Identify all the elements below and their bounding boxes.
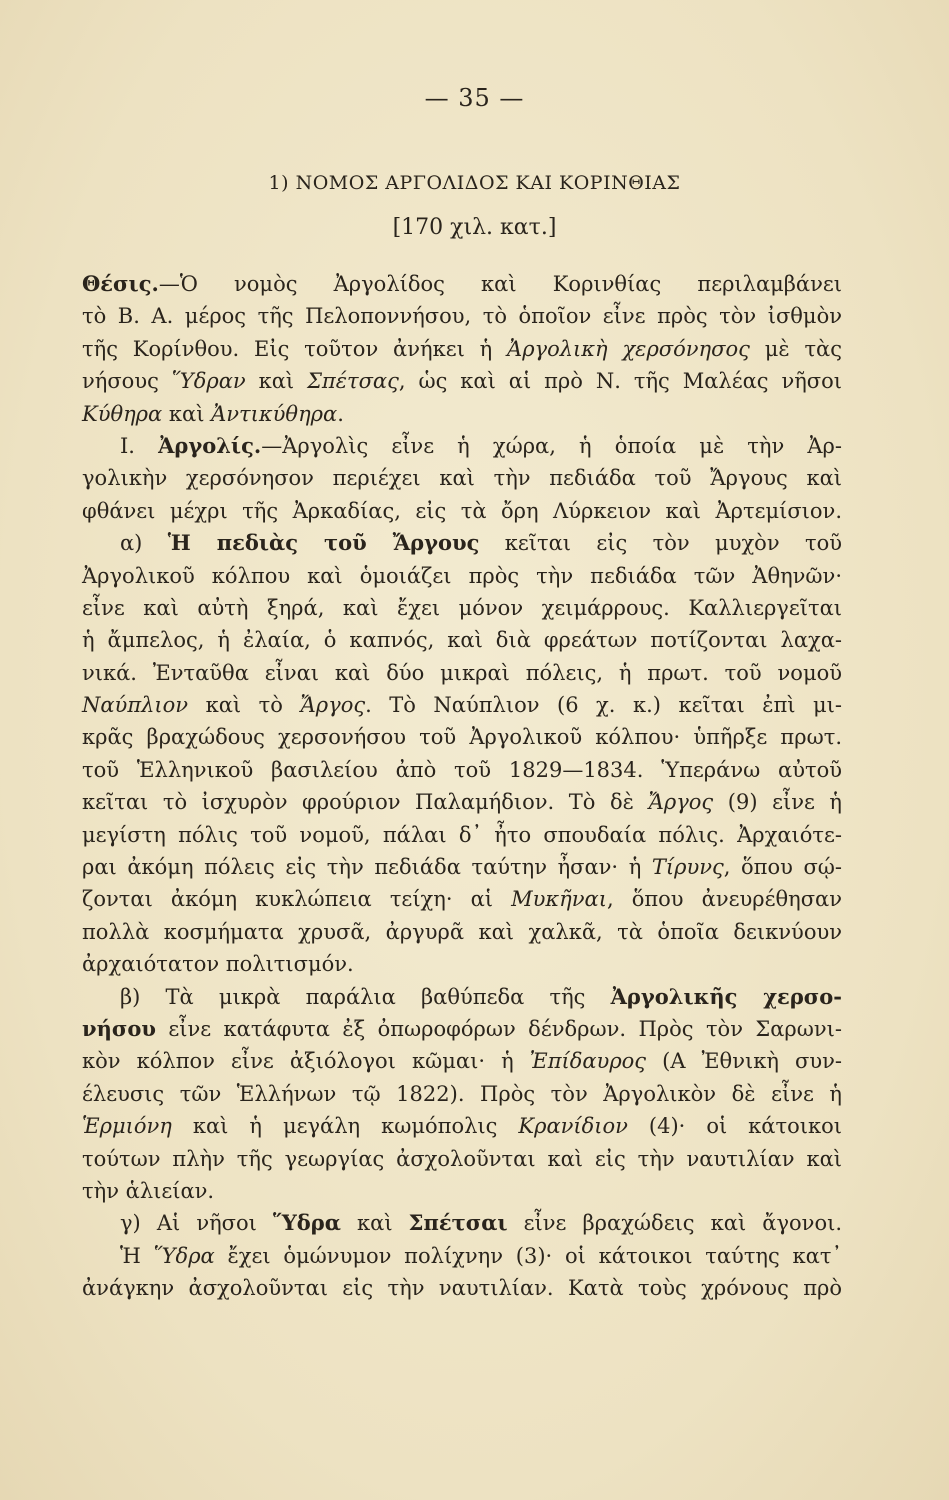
text-run: έλευσις τῶν Ἑλλήνων τῷ 1822). Πρὸς τὸν Ἀργολικὸν δὲ εἶνε ἡ [82,1081,842,1106]
text-line [82,657,842,689]
text-run: καὶ [340,1211,409,1236]
text-run: εἶνε κατάφυτα ἐξ ὀπωροφόρων δένδρων. Πρὸς τὸν Σαρωνι- [155,1016,842,1041]
text-run: ἀρχαιότατον πολιτισμόν. [82,952,354,977]
text-run: (Α Ἐθνικὴ συν- [646,1049,842,1074]
italic-term: Μυκῆναι [511,887,607,912]
area-note: [170 χιλ. κατ.] [392,215,557,240]
text-run: ραι ἀκόμη πόλεις εἰς τὴν πεδιάδα ταύτην ἦσαν· ἡ [82,855,652,880]
text-run: Ἡ [120,1243,154,1268]
text-line [82,333,842,365]
text-run: , ὅπου ἀνευρέθησαν [606,887,842,912]
text-run: α) [120,531,168,556]
text-run: καὶ [245,369,308,394]
text-line [82,462,842,494]
text-line [82,1045,842,1077]
italic-term: Ναύπλιον [82,693,189,718]
text-run: Ι. [120,433,159,458]
italic-term: Ἀντικύθηρα [211,401,338,426]
text-run: τὸ Β. Α. μέρος τῆς Πελοποννήσου, τὸ ὁποῖον εἶνε πρὸς τὸν ἰσθμὸν [82,304,842,329]
bold-term: Ἀργολίς. [158,432,262,458]
text-line [82,365,842,397]
text-run: —Ὁ νομὸς Ἀργολίδος καὶ Κορινθίας περιλαμβάνει [158,272,842,296]
page-number: — 35 — [424,84,525,112]
italic-term: Τίρυνς [651,855,724,880]
text-run: εἶνε βραχώδεις καὶ ἄγονοι. [507,1211,842,1236]
text-run: (4)· οἱ κάτοικοι [627,1114,842,1139]
bold-term: Ἡ πεδιὰς τοῦ Ἄργους [167,530,480,556]
section-title: 1) ΝΟΜΟΣ ΑΡΓΟΛΙΔΟΣ ΚΑΙ ΚΟΡΙΝΘΙΑΣ [268,172,681,194]
text-line [82,495,842,527]
text-run: ἔχει ὁμώνυμον πολίχνην (3)· οἱ κάτοικοι ταύτης κατ᾽ [214,1243,842,1268]
text-run: μὲ τὰς [749,336,842,361]
text-line [82,981,842,1013]
text-run: β) Τὰ μικρὰ παράλια βαθύπεδα τῆς [120,984,611,1009]
italic-term: Ἑρμιόνη [82,1114,172,1139]
text-line [82,430,842,462]
body-text [82,268,842,1305]
text-run: τοῦ Ἑλληνικοῦ βασιλείου ἀπὸ τοῦ 1829—1834. Ὑπεράνω αὐτοῦ [82,757,842,782]
text-line [82,592,842,624]
text-run: εἶνε καὶ αὐτὴ ξηρά, καὶ ἔχει μόνον χειμάρρους. Καλλιεργεῖται [82,595,842,620]
text-line [82,1143,842,1175]
italic-term: Κρανίδιον [518,1114,628,1139]
text-line [82,1272,842,1304]
text-line [82,1240,842,1272]
text-run: νήσους [82,369,172,394]
text-run: Ἀργολικοῦ κόλπου καὶ ὁμοιάζει πρὸς τὴν πεδιάδα τῶν Ἀθηνῶν· [82,563,842,588]
text-run: ζονται ἀκόμη κυκλώπεια τείχη· αἱ [82,887,512,912]
text-line [82,916,842,948]
text-line [82,689,842,721]
text-run: τούτων πλὴν τῆς γεωργίας ἀσχολοῦνται καὶ εἰς τὴν ναυτιλίαν καὶ [82,1146,842,1171]
text-run: καὶ τὸ [188,693,301,718]
italic-term: Ἄργος [648,790,714,815]
text-run: , ὅπου σῴ- [723,855,842,880]
text-run: τῆς Κορίνθου. Εἰς τοῦτον ἀνήκει ἡ [82,336,508,361]
italic-term: Ἐπίδαυρος [529,1049,647,1074]
text-run: μεγίστη πόλις τοῦ νομοῦ, πάλαι δ᾽ ἦτο σπουδαία πόλις. Ἀρχαιότε- [82,822,842,847]
text-line [82,754,842,786]
text-line [82,721,842,753]
text-line [82,786,842,818]
text-run: (9) εἶνε ἡ [713,790,842,815]
text-line [82,1078,842,1110]
text-run: κὸν κόλπον εἶνε ἀξιόλογοι κῶμαι· ἡ [82,1049,530,1074]
text-run: καὶ ἡ μεγάλη κωμόπολις [171,1114,519,1139]
text-line [82,624,842,656]
text-run: . [337,401,344,426]
text-run: κεῖται τὸ ἰσχυρὸν φρούριον Παλαμήδιον. Τὸ δὲ [82,790,649,815]
text-line [82,883,842,915]
text-run: ἀνάγκην ἀσχολοῦνται εἰς τὴν ναυτιλίαν. Κατὰ τοὺς χρόνους πρὸ [82,1276,842,1301]
text-line [82,1110,842,1142]
italic-term: Ἀργολικὴ χερσόνησος [507,336,750,361]
text-run: , ὡς καὶ αἱ πρὸ Ν. τῆς Μαλέας νῆσοι [398,369,843,394]
bold-term: νήσου [82,1015,156,1041]
italic-term: Ἄργος [300,693,366,718]
text-line [82,948,842,980]
text-run: ἡ ἄμπελος, ἡ ἐλαία, ὁ καπνός, καὶ διὰ φρεάτων ποτίζονται λαχα- [82,628,842,653]
italic-term: Σπέτσας [307,369,399,394]
text-line [82,851,842,883]
bold-term: Ἀργολικῆς χερσο- [610,983,842,1009]
text-line [82,300,842,332]
text-line [82,819,842,851]
bold-term: Ὕδρα [273,1210,341,1236]
text-run: πολλὰ κοσμήματα χρυσᾶ, ἀργυρᾶ καὶ χαλκᾶ, τὰ ὁποῖα δεικνύουν [82,919,842,944]
italic-term: Ὕδρα [153,1243,215,1268]
text-run: καὶ [162,401,212,426]
text-run: γ) Αἱ νῆσοι [120,1211,273,1236]
text-line [82,560,842,592]
text-run: κεῖται εἰς τὸν μυχὸν τοῦ [479,531,842,556]
text-run: γολικὴν χερσόνησον περιέχει καὶ τὴν πεδιάδα τοῦ Ἄργους καὶ [82,466,842,491]
text-run: —Ἀργολὶς εἶνε ἡ χώρα, ἡ ὁποία μὲ τὴν Ἀρ- [261,433,842,458]
text-run: κρᾶς βραχώδους χερσονήσου τοῦ Ἀργολικοῦ κόλπου· ὑπῆρξε πρωτ. [82,725,842,750]
text-line [82,268,842,300]
text-line [82,1207,842,1239]
text-run: τὴν ἁλιείαν. [82,1178,215,1203]
text-line [82,398,842,430]
bold-term: Θέσις. [82,271,159,296]
text-line [82,1013,842,1045]
italic-term: Ὕδραν [171,369,246,394]
text-run: νικά. Ἐνταῦθα εἶναι καὶ δύο μικραὶ πόλεις, ἡ πρωτ. τοῦ νομοῦ [82,660,842,685]
text-line [82,527,842,559]
text-run: φθάνει μέχρι τῆς Ἀρκαδίας, εἰς τὰ ὄρη Λύρκειον καὶ Ἀρτεμίσιον. [82,498,842,523]
italic-term: Κύθηρα [82,401,163,426]
bold-term: Σπέτσαι [408,1210,508,1236]
text-run: . Τὸ Ναύπλιον (6 χ. κ.) κεῖται ἐπὶ μι- [365,693,843,718]
text-line [82,1175,842,1207]
